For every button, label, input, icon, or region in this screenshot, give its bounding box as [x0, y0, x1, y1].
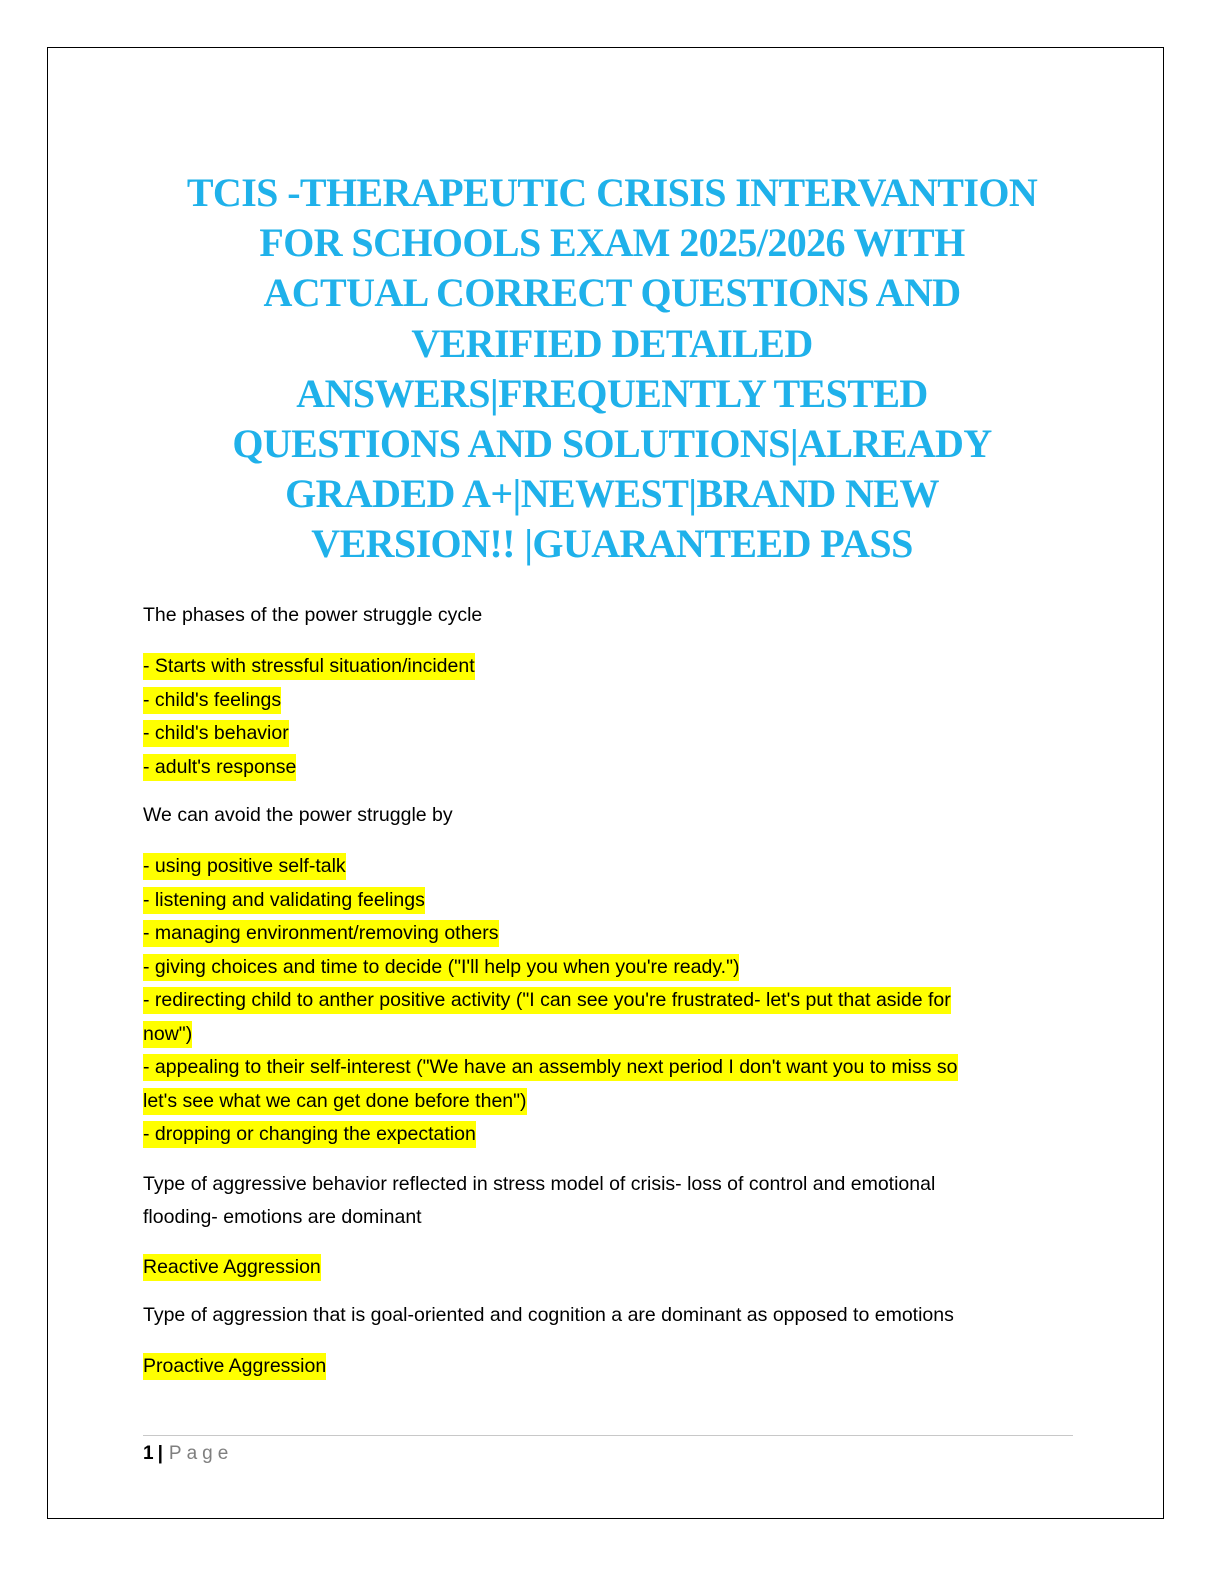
- question-text: The phases of the power struggle cycle: [143, 604, 483, 626]
- answer-line: [143, 1251, 1073, 1285]
- question-text: Type of aggression that is goal-oriented and cognition a are dominant as opposed to emotions: [143, 1304, 954, 1326]
- highlighted-answer: - appealing to their self-interest ("We have an assembly next period I don't want you to miss so: [143, 1054, 958, 1081]
- answer-block: [143, 1251, 1073, 1285]
- answer-block: [143, 1350, 1073, 1384]
- answer-line: [143, 717, 1073, 751]
- answer-block: [143, 850, 1073, 1152]
- answer-block: [143, 650, 1073, 784]
- question-text: We can avoid the power struggle by: [143, 804, 453, 826]
- highlighted-answer: - redirecting child to anther positive activity ("I can see you're frustrated- let's put that aside for: [143, 987, 951, 1014]
- title-line: FOR SCHOOLS EXAM 2025/2026 WITH: [259, 220, 965, 266]
- answer-line: [143, 984, 1073, 1018]
- highlighted-answer: let's see what we can get done before then"): [143, 1088, 527, 1115]
- highlighted-answer: now"): [143, 1021, 192, 1048]
- highlighted-answer: - child's feelings: [143, 687, 281, 714]
- footer-rule: [143, 1435, 1073, 1436]
- question-text: [143, 1168, 1073, 1235]
- answer-line: [143, 1118, 1073, 1152]
- page-number: 1: [143, 1443, 154, 1464]
- document-title: [120, 168, 1104, 570]
- highlighted-answer: - listening and validating feelings: [143, 887, 425, 914]
- title-line: GRADED A+|NEWEST|BRAND NEW: [285, 471, 939, 517]
- answer-line: [143, 1051, 1073, 1085]
- footer-separator: |: [157, 1443, 163, 1464]
- highlighted-answer: Reactive Aggression: [143, 1254, 321, 1281]
- title-line: QUESTIONS AND SOLUTIONS|ALREADY: [232, 421, 992, 467]
- highlighted-answer: - using positive self-talk: [143, 853, 346, 880]
- answer-line: [143, 1018, 1073, 1052]
- title-line: ACTUAL CORRECT QUESTIONS AND: [263, 270, 961, 316]
- question-line: Type of aggressive behavior reflected in stress model of crisis- loss of control and emotional: [143, 1172, 936, 1195]
- page-label: Page: [168, 1443, 234, 1464]
- answer-line: [143, 850, 1073, 884]
- answer-line: [143, 951, 1073, 985]
- title-line: TCIS -THERAPEUTIC CRISIS INTERVANTION: [186, 170, 1038, 215]
- highlighted-answer: - managing environment/removing others: [143, 920, 499, 947]
- highlighted-answer: - Starts with stressful situation/incident: [143, 653, 475, 680]
- answer-line: [143, 884, 1073, 918]
- answer-line: [143, 1350, 1073, 1384]
- highlighted-answer: - giving choices and time to decide ("I'll help you when you're ready."): [143, 954, 739, 981]
- highlighted-answer: - child's behavior: [143, 720, 289, 747]
- answer-line: [143, 917, 1073, 951]
- document-body: [143, 600, 1073, 1400]
- title-line: VERSION!! |GUARANTEED PASS: [311, 521, 913, 567]
- highlighted-answer: Proactive Aggression: [143, 1353, 326, 1380]
- page-footer: [143, 1441, 233, 1467]
- answer-line: [143, 684, 1073, 718]
- title-line: ANSWERS|FREQUENTLY TESTED: [296, 370, 928, 416]
- highlighted-answer: - dropping or changing the expectation: [143, 1121, 476, 1148]
- answer-line: [143, 650, 1073, 684]
- title-line: VERIFIED DETAILED: [411, 320, 813, 366]
- answer-line: [143, 751, 1073, 785]
- highlighted-answer: - adult's response: [143, 754, 296, 781]
- answer-line: [143, 1085, 1073, 1119]
- question-line: flooding- emotions are dominant: [143, 1206, 422, 1228]
